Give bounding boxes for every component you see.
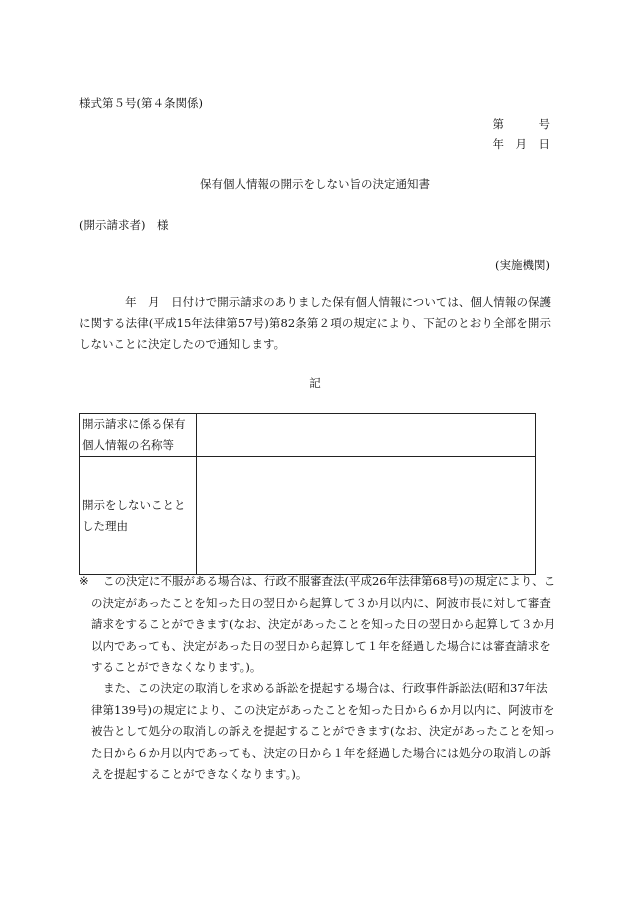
appeal-note [79, 571, 557, 679]
form-number: 様式第５号(第４条関係) [79, 96, 203, 110]
lawsuit-note [79, 678, 557, 786]
row-label: 開示をしないこととした理由 [80, 457, 197, 575]
decision-table [79, 413, 536, 575]
table-row [80, 414, 536, 457]
ki-label: 記 [309, 376, 321, 390]
issuing-agency: (実施機関) [495, 258, 550, 272]
note-mark: ※ [79, 574, 89, 588]
row-value [197, 457, 536, 575]
document-date: 年 月 日 [492, 137, 550, 151]
note-paragraph: この決定に不服がある場合は、行政不服審査法(平成26年法律第68号)の規定により、この決定があったことを知った日の翌日から起算して３か月以内に、阿波市長に対して審査請求をすることができます(なお、決定があったことを知った日の翌日から起算して３か月以内であっても、決定があった日の翌日から起算して１年を経過した場合には審査請求をすることができなくなります。)。 [91, 574, 556, 675]
row-label: 開示請求に係る保有個人情報の名称等 [80, 414, 197, 457]
table-row [80, 457, 536, 575]
note-paragraph: また、この決定の取消しを求める訴訟を提起する場合は、行政事件訴訟法(昭和37年法律第139号)の規定により、この決定があったことを知った日から６か月以内に、阿波市を被告として処分の取消しの訴えを提起することができます(なお、決定があったことを知った日から６か月以内であっても、決定の日から１年を経過した場合には処分の取消しの訴えを提起することができなくなります。)。 [91, 681, 556, 782]
document-number: 第 号 [492, 117, 550, 131]
notice-body: 年 月 日付けで開示請求のありました保有個人情報については、個人情報の保護に関する法律(平成15年法律第57号)第82条第２項の規定により、下記のとおり全部を開示しないことに決定したので通知します。 [79, 295, 551, 351]
row-value [197, 414, 536, 457]
document-title: 保有個人情報の開示をしない旨の決定通知書 [200, 177, 430, 191]
addressee: (開示請求者) 様 [79, 218, 169, 232]
